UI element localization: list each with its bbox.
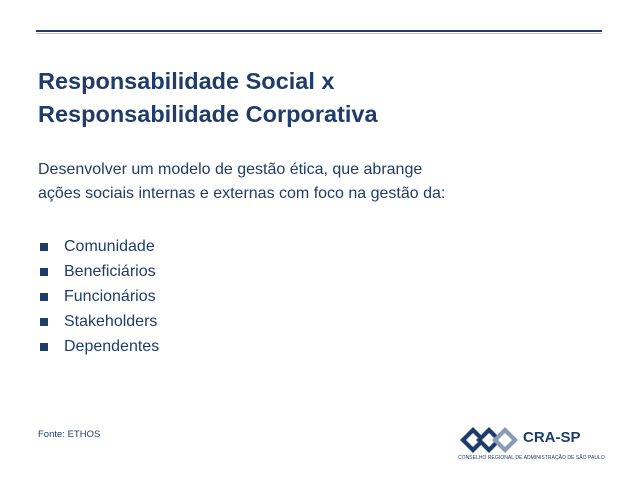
cra-emblem-icon [460,427,518,453]
bullet-label: Stakeholders [64,312,158,330]
logo-caption: CONSELHO REGIONAL DE ADMINISTRAÇÃO DE SÃO PAULO [458,455,605,461]
bullet-label: Dependentes [64,337,160,355]
bullet-item-comunidade [38,234,159,259]
bullet-item-beneficiarios [38,259,159,284]
description-line-2: ações sociais internas e externas com foco na gestão da: [38,185,446,202]
bullet-item-funcionarios [38,284,159,309]
slide-title [38,65,598,131]
bullet-label: Comunidade [64,237,155,255]
bullet-label: Beneficiários [64,262,156,280]
bullet-item-dependentes [38,334,159,359]
logo-name: CRA-SP [523,429,581,446]
description-line-1: Desenvolver um modelo de gestão ética, que abrange [38,161,423,178]
square-bullet-icon [40,318,48,326]
square-bullet-icon [40,293,48,301]
title-line-2: Responsabilidade Corporativa [38,101,378,127]
square-bullet-icon [40,343,48,351]
source-note: Fonte: ETHOS [38,429,101,440]
slide-description [38,158,608,206]
square-bullet-icon [40,268,48,276]
square-bullet-icon [40,243,48,251]
bullet-item-stakeholders [38,309,159,334]
top-divider-shadow [36,33,602,34]
bullet-list [38,234,159,359]
top-divider [36,30,602,32]
bullet-label: Funcionários [64,287,156,305]
cra-sp-logo [458,425,608,465]
title-line-1: Responsabilidade Social x [38,68,335,94]
